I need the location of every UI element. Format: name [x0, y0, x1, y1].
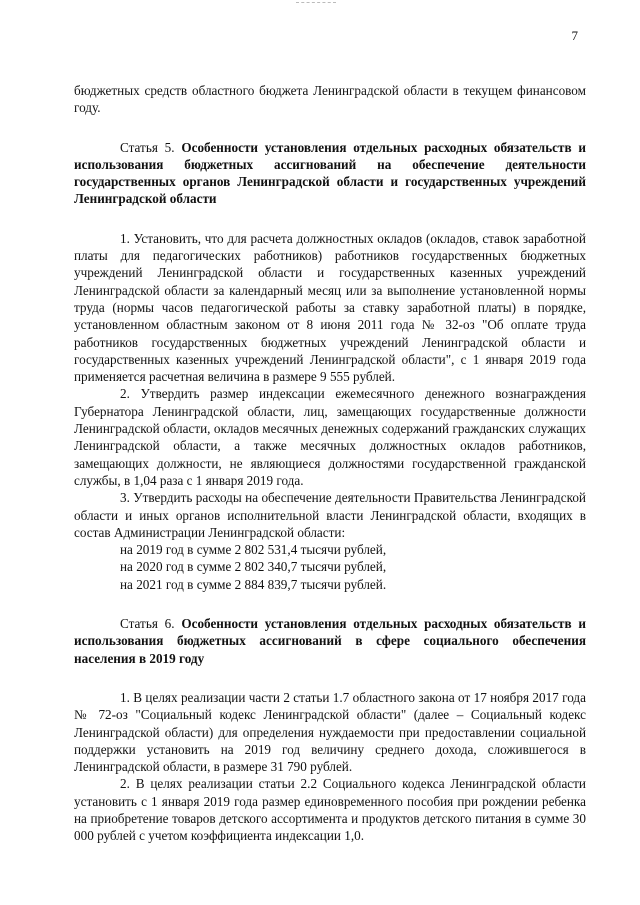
page-number: 7 — [571, 28, 578, 43]
scan-mark — [296, 2, 336, 4]
article-6-heading — [74, 615, 586, 667]
article-6-title: Особенности установления отдельных расходных обязательств и использования бюджетных ассигнований в сфере социального обеспечения населения в 2019 году — [74, 616, 586, 666]
amount-2019: на 2019 год в сумме 2 802 531,4 тысячи рублей, — [120, 542, 387, 558]
article-5-paragraph-3: 3. Утвердить расходы на обеспечение деятельности Правительства Ленинградской области и иных органов исполнительной власти Ленинградской области, входящих в состав Администрации Ленинградской области: — [74, 490, 586, 540]
article-5-paragraph-2: 2. Утвердить размер индексации ежемесячного денежного вознаграждения Губернатора Ленинградской области, лиц, замещающих государственные должности Ленинградской области, окладов месячных денежных содержаний гражданских служащих Ленинградской области, а также месячных должностных окладов работников, замещающих должности, не являющиеся должностями государственной гражданской службы, в 1,04 раза с 1 января 2019 года. — [74, 386, 586, 488]
article-6-paragraph-2: 2. В целях реализации статьи 2.2 Социального кодекса Ленинградской области установить с 1 января 2019 года размер единовременного пособия при рождении ребенка на приобретение товаров детского ассортимента и продуктов детского питания в сумме 30 000 рублей с учетом коэффициента индексации 1,0. — [74, 776, 586, 844]
article-5-title: Особенности установления отдельных расходных обязательств и использования бюджетных ассигнований на обеспечение деятельности государственных органов Ленинградской области и государственных учреждений Ленинградской области — [74, 139, 586, 207]
amount-2021: на 2021 год в сумме 2 884 839,7 тысячи рублей. — [120, 576, 387, 592]
article-5-amounts-list — [74, 541, 586, 593]
article-6-label: Статья 6. — [120, 616, 175, 632]
amount-2020: на 2020 год в сумме 2 802 340,7 тысячи рублей, — [120, 559, 387, 575]
document-body — [74, 82, 586, 845]
article-5-label: Статья 5. — [120, 139, 175, 155]
article-6-paragraph-1: 1. В целях реализации части 2 статьи 1.7 областного закона от 17 ноября 2017 года № 72-оз "Социальный кодекс Ленинградской области" (далее – Социальный кодекс Ленинградской области) для определения нуждаемости при предоставлении социальной поддержки установить на 2019 год величину среднего дохода, сложившегося в Ленинградской области, в размере 31 790 рублей. — [74, 689, 586, 775]
article-5-paragraph-1: 1. Установить, что для расчета должностных окладов (окладов, ставок заработной платы для педагогических работников) работников государственных бюджетных учреждений Ленинградской области и государственных казенных учреждений Ленинградской области за календарный месяц или за выполнение установленной нормы труда (нормы часов педагогической работы за ставку заработной платы) в порядке, установленном областным законом от 8 июня 2011 года № 32-оз "Об оплате труда работников государственных бюджетных учреждений Ленинградской области и государственных казенных учреждений Ленинградской области", с 1 января 2019 года применяется расчетная величина в размере 9 555 рублей. — [74, 230, 586, 385]
intro-paragraph: бюджетных средств областного бюджета Ленинградской области в текущем финансовом году. — [74, 83, 586, 116]
article-5-heading — [74, 139, 586, 208]
